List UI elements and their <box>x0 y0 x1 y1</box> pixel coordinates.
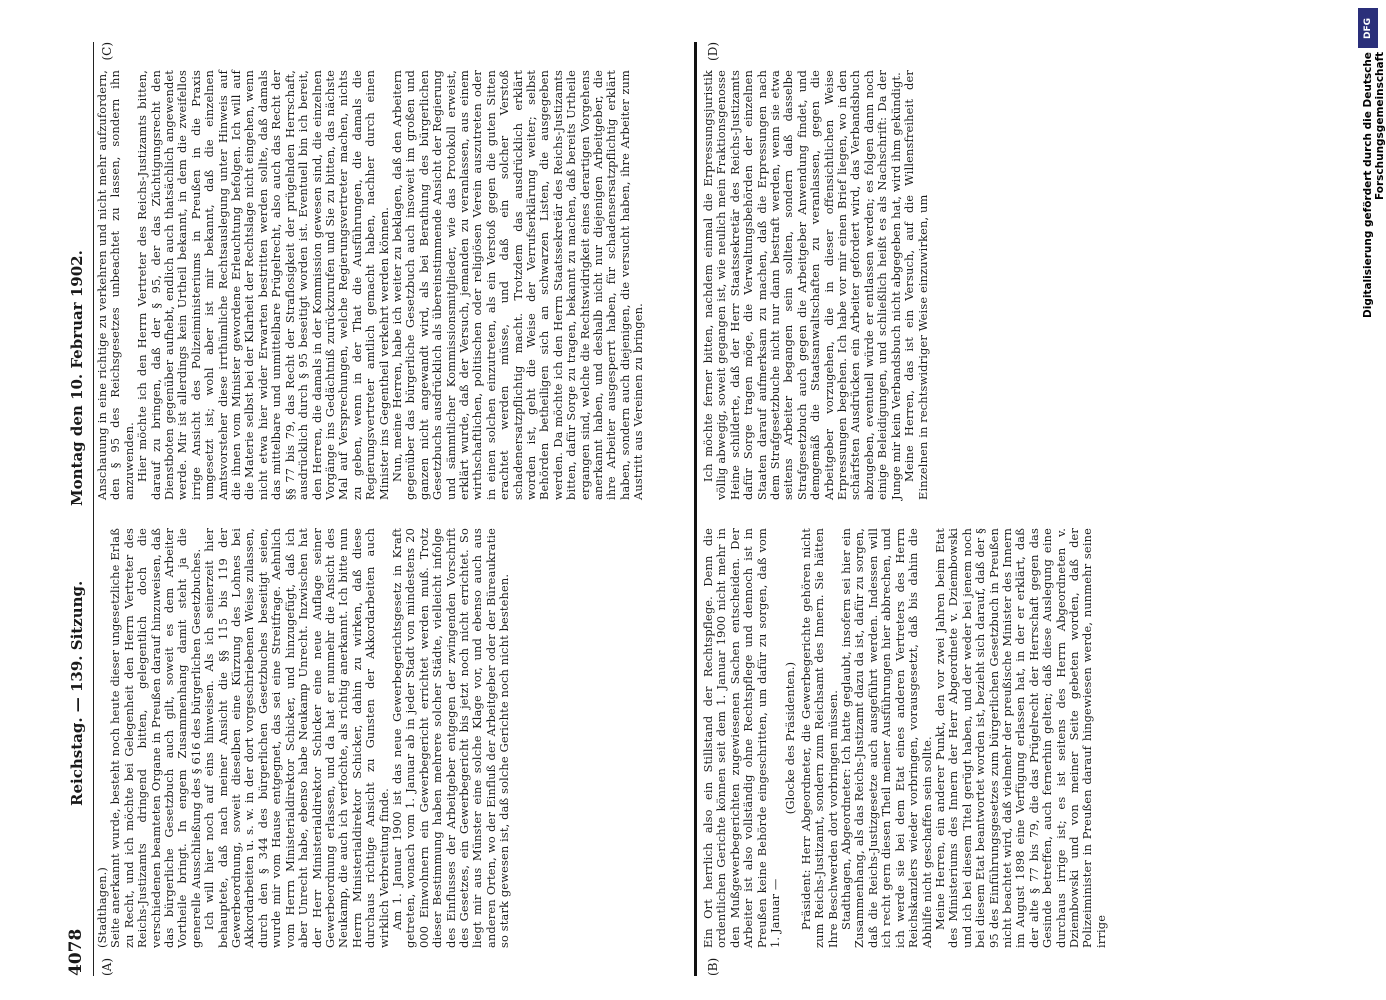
column-upper-right <box>96 70 696 500</box>
row-divider <box>694 42 697 976</box>
margin-mark-a: (A) <box>100 957 114 976</box>
paragraph: Meine Herren, ein anderer Punkt, den vor zwei Jahren beim Etat des Ministeriums des Innern der Herr Abgeordnete v. Dziembowski und ich bei diesem Titel gerügt haben, und der weder bei jenem noch bei diesem Etat beantwortet worden ist, bezieht sich darauf, daß der § 95 des Einführungsgesetzes zum bürgerlichen Gesetzbuch in Preußen nicht beachtet wird, daß vielmehr der preußische Minister des Innern im August 1898 eine Verfügung erlassen hat, in der er erklärt, daß der alte § 77 bis 79, die das Prügelrecht der Herrschaft gegen das Gesinde betreffen, auch fernerhin gelten; daß diese Auslegung eine durchaus irrige ist; es ist seitens des Herrn Abgeordneten v. Dziembowski und von meiner Seite gebeten worden, daß der Polizeiminister in Preußen darauf hingewiesen werde, nunmehr seine irrige <box>932 528 1108 948</box>
header-title: Reichstag. — 139. Sitzung. <box>68 580 86 806</box>
paragraph: Meine Herren, das ist ein Versuch, auf die Willensfreiheit der Einzelnen in rechtswidriger Weise einzuwirken, um <box>902 70 930 500</box>
column-lower-right <box>702 70 1302 500</box>
lower-row <box>702 42 1302 976</box>
margin-mark-c: (C) <box>100 42 114 61</box>
margin-mark-d: (D) <box>706 42 720 61</box>
president-remark: Präsident: Herr Abgeordneter, die Gewerbegerichte gehören nicht zum Reichs-Justizamt, sondern zum Reichsamt des Innern. Sie hätten Ihre Beschwerden dort vorbringen müssen. <box>798 528 840 948</box>
dfg-logo: DFG <box>1358 8 1378 48</box>
header-rule <box>93 42 94 976</box>
column-upper-left <box>96 528 696 948</box>
header-date: Montag den 10. Februar 1902. <box>68 250 86 506</box>
digitization-note: Digitalisierung gefördert durch die Deutsche Forschungsgemeinschaft <box>1362 52 1386 318</box>
paragraph: Seite anerkannt wurde, besteht noch heute dieser ungesetzliche Erlaß zu Recht, und ich möchte bei Gelegenheit den Herrn Vertreter des Reichs-Justizamts dringend bitten, gelegentlich doch die verschiedenen beamteten Organe in Preußen darauf hinzuweisen, daß das bürgerliche Gesetzbuch auch gilt, soweit es dem Arbeiter Vortheile bringt. In engem Zusammenhang damit steht ja die generelle Ausschließung des § 616 des bürgerlichen Gesetzbuches. <box>108 528 203 948</box>
margin-mark-b: (B) <box>706 957 720 976</box>
paragraph: Hier möchte ich den Herrn Vertreter des Reichs-Justizamts bitten, darauf zu bringen, daß der § 95, der das Züchtigungsrecht den Dienstboten gegenüber aufhebt, endlich auch thatsächlich angewendet werde. Mir ist allerdings kein Urtheil bekannt, in dem die zweifellos irrige Ansicht des Polizeiministeriums in Preußen in die Praxis umgesetzt ist; wohl aber ist mir bekannt, daß die einzelnen Amtsvorsteher diese irrthümliche Rechtsauslegung unter Hinweis auf die ihnen vom Minister gewordene Erleuchtung befolgen. Ich will auf die Materie selbst bei der Klarheit der Rechtslage nicht eingehen, wenn nicht etwa hier wider Erwarten bestritten werden sollte, daß damals das mittelbare und unmittelbare Prügelrecht, also auch das Recht der §§ 77 bis 79, das Recht der Straflosigkeit der prügelnden Herrschaft, ausdrücklich durch § 95 beseitigt worden ist. Eventuell bin ich bereit, den Herren, die damals in der Kommission gewesen sind, die einzelnen Vorgänge ins Gedächtniß zurückzurufen und Sie zu bitten, das nächste Mal auf Versprechungen, welche Regierungsvertreter machen, nichts zu geben, wenn in der That die Ausführungen, die damals die Regierungsvertreter amtlich gemacht haben, nachher durch einen Minister ins Gegentheil verkehrt werden können. <box>135 70 391 500</box>
speaker-paragraph: Stadthagen, Abgeordneter: Ich hatte geglaubt, insofern sei hier ein Zusammenhang, als das Reichs-Justizamt dazu da ist, dafür zu sorgen, daß die Reichs-Justizgesetze auch ausgeführt werden. Indessen will ich recht gern diesen Theil meiner Ausführungen hier abbrechen, und ich werde sie bei dem Etat eines anderen Vertreters des Herrn Reichskanzlers wieder vorbringen, vorausgesetzt, daß bis dahin die Abhilfe nicht geschaffen sein sollte. <box>839 528 934 948</box>
paragraph: Ich will hier noch auf eins hinweisen. Als ich seinerzeit hier behauptete, daß nach meiner Ansicht die §§ 115 bis 119 der Gewerbeordnung, soweit dieselben eine Kürzung des Lohnes bei Akkordarbeiten u. s. w. in der dort vorgeschriebenen Weise zulassen, durch den § 344 des bürgerlichen Gesetzbuches beseitigt seien, wurde mir vom Hause entgegnet, das sei eine Streitfrage. Aehnlich vom Herrn Ministerialdirektor Schicker, und hinzugefügt, daß ich aber Unrecht habe, ebenso habe Neukamp Unrecht. Inzwischen hat der Herr Ministerialdirektor Schicker eine neue Auflage seiner Gewerbeordnung erlassen, und da hat er nunmehr die Ansicht des Neukamp, die auch ich verfochte, als richtig anerkannt. Ich bitte nun Herrn Ministerialdirektor Schicker, dahin zu wirken, daß diese durchaus richtige Ansicht zu Gunsten der Akkordarbeiten auch wirklich Verbreitung finde. <box>202 528 391 948</box>
bell-note: (Glocke des Präsidenten.) <box>783 661 798 815</box>
upper-row <box>96 42 696 976</box>
speaker-tag: (Stadthagen.) <box>95 867 109 948</box>
page-header <box>62 42 96 976</box>
paragraph: Nun, meine Herren, habe ich weiter zu beklagen, daß den Arbeitern gegenüber das bürgerliche Gesetzbuch auch insoweit im großen und ganzen nicht angewandt wird, als bei Berathung des bürgerlichen Gesetzbuchs ausdrücklich als übereinstimmende Ansicht der Regierung und sämmtlicher Kommissionsmitglieder, wie das Protokoll erweist, erklärt wurde, daß der Versuch, jemanden zu veranlassen, aus einem wirthschaftlichen, politischen oder religiösen Verein auszutreten oder in einen solchen einzutreten, als ein Verstoß gegen die guten Sitten erachtet werden müsse, und daß ein solcher Verstoß schadenersatzpflichtig macht. Trotzdem das ausdrücklich erklärt worden ist, geht die Weise der Verrufserklärung weiter; selbst Behörden betheiligen sich an schwarzen Listen, die ausgegeben werden. Da möchte ich den Herrn Staatssekretär des Reichs-Justizamts bitten, dafür Sorge zu tragen, bekannt zu machen, daß bereits Urtheile ergangen sind, welche die Rechtswidrigkeit eines derartigen Vorgehens anerkannt haben, und deshalb nicht nur diejenigen Arbeitgeber, die ihre Arbeiter ausgesperrt haben, für schadensersatzpflichtig erklärt haben, sondern auch diejenigen, die versucht haben, ihre Arbeiter zum Austritt aus Vereinen zu bringen. <box>389 70 646 500</box>
column-lower-left <box>702 528 1302 948</box>
paragraph: Anschauung in eine richtige zu verkehren und nicht mehr aufzufordern, den § 95 des Reichsgesetzes unbeachtet zu lassen, sondern ihn anzuwenden. <box>95 70 136 500</box>
paragraph: Am 1. Januar 1900 ist das neue Gewerbegerichtsgesetz in Kraft getreten, wonach vom 1. Januar ab in jeder Stadt von mindestens 20 000 Einwohnern ein Gewerbegericht errichtet werden muß. Trotz dieser Bestimmung haben mehrere solcher Städte, vielleicht infolge des Einflusses der Arbeitgeber entgegen der zwingenden Vorschrift des Gesetzes, ein Gewerbegericht bis jetzt noch nicht errichtet. So liegt mir aus Münster eine solche Klage vor, und ebenso auch aus anderen Orten, wo der Einfluß der Arbeitgeber oder der Büreaukratie so stark gewesen ist, daß solche Gerichte noch nicht bestehen. <box>389 528 512 948</box>
paragraph: Ich möchte ferner bitten, nachdem einmal die Erpressungsjuristik völlig abwegig, soweit gegangen ist, wie neulich mein Fraktionsgenosse Heine schilderte, daß der Herr Staatssekretär des Reichs-Justizamts dafür Sorge tragen möge, die Verwaltungsbehörden der einzelnen Staaten darauf aufmerksam zu machen, daß die Erpressungen nach dem Strafgesetzbuche nicht nur dann bestraft werden, wenn sie etwa seitens Arbeiter begangen sein sollten, sondern daß dasselbe Strafgesetzbuch auch gegen die Arbeitgeber Anwendung findet, und demgemäß die Staatsanwaltschaften zu veranlassen, gegen die Arbeitgeber vorzugehen, die in dieser offensichtlichen Weise Erpressungen begehen. Ich habe vor mir einen Brief liegen, wo in den schärfsten Ausdrücken ein Arbeiter gefordert wird, das Verbandsbuch abzugeben, eventuell würde er entlassen werden; es folgen dann noch einige Beleidigungen, und schließlich heißt es als Nachschrift: Da der Junge mir kein Verbandsbuch nicht abgegeben hat, wird ihm gekündigt. <box>701 70 903 500</box>
rotated-page <box>62 42 1302 976</box>
paragraph: Ein Ort herrlich also ein Stillstand der Rechtspflege. Denn die ordentlichen Gerichte können seit dem 1. Januar 1900 nicht mehr in den Mußgewerbegerichten zugewiesenen Sachen entscheiden. Der Arbeiter ist also vollständig ohne Rechtspflege und dennoch ist in Preußen keine Behörde eingeschritten, um dafür zu sorgen, daß vom 1. Januar — <box>701 528 783 948</box>
page-number: 4078 <box>66 928 86 976</box>
